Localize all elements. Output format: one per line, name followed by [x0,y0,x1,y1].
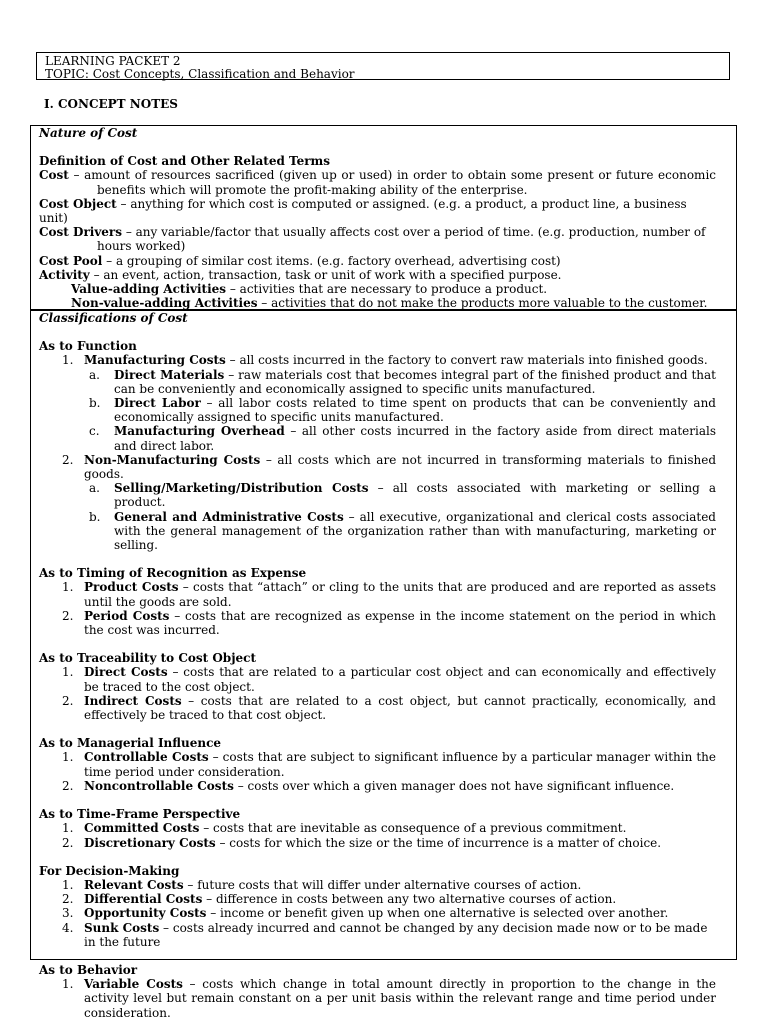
list-item [39,750,716,778]
classifications-title: Classifications of Cost [39,311,188,325]
cost-term: Cost [39,168,69,183]
cost-object-def: – anything for which cost is computed or assigned. (e.g. a product, a product line, a business unit) [39,196,687,226]
section-heading: I. CONCEPT NOTES [44,97,178,111]
non-value-adding-term: Non-value-adding Activities [71,296,258,311]
list-item [39,892,716,906]
list-item [39,453,716,481]
item-number: 1. [62,877,74,892]
item-number: 2. [62,452,74,467]
item-number: 2. [62,693,74,708]
item-term: Period Costs [84,608,170,623]
item-number: 2. [62,892,74,907]
item-term: Variable Costs [84,977,183,992]
timeframe-heading: As to Time-Frame Perspective [39,807,241,822]
item-def: – costs that “attach” or cling to the units that are produced and are reported as assets until the goods are sold. [84,580,716,609]
item-def: – all other costs incurred in the factory aside from direct materials and direct labor. [114,424,716,453]
cost-drivers-term: Cost Drivers [39,225,123,240]
item-number: 1. [62,821,74,836]
list-item [39,353,716,367]
item-number: 1. [62,353,74,368]
item-term: Controllable Costs [84,750,209,765]
packet-topic: TOPIC: Cost Concepts, Classification and Behavior [45,66,355,81]
packet-header [36,52,730,80]
item-term: Direct Labor [114,396,201,411]
item-letter: b. [89,396,101,411]
list-item [39,580,716,608]
item-term: Differential Costs [84,892,203,907]
list-item [39,836,716,850]
cost-object-term: Cost Object [39,196,117,211]
item-term: Direct Materials [114,367,225,382]
item-term: Non-Manufacturing Costs [84,452,261,467]
nature-title: Nature of Cost [39,126,138,140]
item-def: – costs that are recognized as expense in the income statement on the period in which the cost was incurred. [84,608,716,638]
list-item [39,665,716,693]
list-item [39,921,716,949]
list-item [39,368,716,396]
item-number: 4. [62,920,74,935]
item-letter: b. [89,509,101,524]
list-item [39,878,716,892]
item-term: Discretionary Costs [84,835,216,850]
item-def: – difference in costs between any two alternative courses of action. [202,892,617,907]
item-def: – costs already incurred and cannot be changed by any decision made now or to be made in the future [84,920,708,949]
item-def: – all costs incurred in the factory to convert raw materials into finished goods. [225,353,708,368]
value-adding-def: – activities that are necessary to produce a product. [226,282,548,297]
item-number: 2. [62,835,74,850]
activity-term: Activity [39,267,90,282]
definitions-subtitle: Definition of Cost and Other Related Terms [39,154,331,169]
list-item [39,906,716,920]
item-term: Indirect Costs [84,693,182,708]
list-item [39,396,716,424]
decision-heading: For Decision-Making [39,863,180,878]
item-def: – raw materials cost that becomes integral part of the finished product and that can be conveniently and economically assigned to specific units manufactured. [114,367,717,396]
list-item [39,481,716,509]
item-def: – income or benefit given up when one alternative is selected over another. [206,906,669,921]
list-item [39,779,716,793]
item-def: – all executive, organizational and clerical costs associated with the general management of the organization rather than with manufacturing, marketing or selling. [114,509,716,553]
item-term: Manufacturing Costs [84,353,226,368]
list-item [39,510,716,553]
item-number: 1. [62,665,74,680]
item-def: – future costs that will differ under alternative courses of action. [183,877,582,892]
nature-of-cost-box [30,125,737,310]
function-heading: As to Function [39,339,137,354]
item-number: 1. [62,750,74,765]
item-term: Product Costs [84,580,179,595]
item-term: Noncontrollable Costs [84,778,234,793]
cost-object-definition [39,197,716,225]
item-def: – all labor costs related to time spent on products that can be conveniently and economically assigned to specific units manufactured. [114,396,716,425]
traceability-heading: As to Traceability to Cost Object [39,651,257,666]
activity-definition [39,268,716,282]
list-item [39,424,716,452]
cost-pool-def: – a grouping of similar cost items. (e.g. factory overhead, advertising cost) [102,253,561,268]
item-def: – costs over which a given manager does not have significant influence. [233,778,675,793]
item-def: – all costs which are not incurred in transforming materials to finished goods. [84,452,716,482]
list-item [39,609,716,637]
item-term: Direct Costs [84,665,168,680]
item-def: – costs that are inevitable as consequence of a previous commitment. [199,821,627,836]
cost-drivers-def: – any variable/factor that usually affects cost over a period of time. (e.g. production, number of hours worked) [97,225,706,254]
activity-def: – an event, action, transaction, task or unit of work with a specified purpose. [89,267,562,282]
cost-definition [39,168,716,196]
managerial-heading: As to Managerial Influence [39,736,222,751]
item-term: Sunk Costs [84,920,160,935]
item-def: – costs that are subject to significant influence by a particular manager within the time period under consideration. [84,750,716,779]
item-def: – costs that are related to a particular cost object and can economically and effectively be traced to the cost object. [84,665,716,694]
item-letter: c. [89,424,100,439]
item-letter: a. [89,481,100,496]
classifications-box [30,310,737,1020]
cost-pool-definition [39,254,716,268]
item-term: Relevant Costs [84,877,184,892]
item-number: 3. [62,906,74,921]
list-item [39,694,716,722]
list-item [39,821,716,835]
item-term: Selling/Marketing/Distribution Costs [114,481,369,496]
item-def: – all costs associated with marketing or selling a product. [114,481,716,510]
item-term: Committed Costs [84,821,200,836]
item-letter: a. [89,367,100,382]
item-term: Opportunity Costs [84,906,207,921]
list-item [39,977,716,1020]
cost-pool-term: Cost Pool [39,253,103,268]
item-number: 2. [62,608,74,623]
cost-def: – amount of resources sacrificed (given up or used) in order to obtain some present or future economic benefits which will promote the profit-making ability of the enterprise. [68,168,716,197]
item-number: 1. [62,580,74,595]
value-adding-term: Value-adding Activities [71,282,227,297]
value-adding-definition [39,282,716,296]
cost-drivers-definition [39,225,716,253]
item-number: 1. [62,977,74,992]
non-value-adding-definition [39,296,716,310]
behavior-heading: As to Behavior [39,962,138,977]
packet-title: LEARNING PACKET 2 [45,54,181,68]
item-def: – costs that are related to a cost object, but cannot practically, economically, and effectively be traced to that cost object. [84,693,716,723]
timing-heading: As to Timing of Recognition as Expense [39,566,307,581]
item-term: Manufacturing Overhead [114,424,285,439]
non-value-adding-def: – activities that do not make the products more valuable to the customer. [257,296,708,311]
item-term: General and Administrative Costs [114,509,344,524]
item-def: – costs for which the size or the time of incurrence is a matter of choice. [215,835,662,850]
item-number: 2. [62,778,74,793]
item-def: – costs which change in total amount directly in proportion to the change in the activity level but remain constant on a per unit basis within the relevant range and time period under consideration. [84,977,716,1020]
